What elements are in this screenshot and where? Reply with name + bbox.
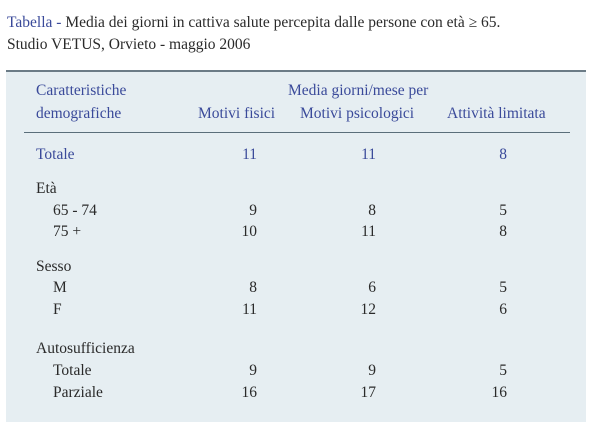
group-header: Media giorni/mese per <box>288 82 429 99</box>
cell-value: 9 <box>249 362 257 379</box>
column-header-motivi-psicologici: Motivi psicologici <box>300 105 415 122</box>
cell-value: 16 <box>241 384 257 401</box>
total-value-motivi-fisici: 11 <box>242 146 257 163</box>
cell-value: 8 <box>249 279 257 296</box>
cell-value: 5 <box>499 202 507 219</box>
group-label-eta: Età <box>36 180 57 197</box>
cell-value: 11 <box>242 301 257 318</box>
cell-value: 9 <box>368 362 376 379</box>
column-header-attivita-limitata: Attività limitata <box>447 105 546 122</box>
caption-lead: Tabella - <box>7 14 66 31</box>
row-label: 65 - 74 <box>53 202 97 219</box>
column-header-motivi-fisici: Motivi fisici <box>198 105 276 122</box>
header-divider <box>24 132 570 133</box>
total-row-label: Totale <box>36 146 75 163</box>
total-value-motivi-psicologici: 11 <box>361 146 376 163</box>
group-label-sesso: Sesso <box>36 258 72 275</box>
row-label: Totale <box>53 362 92 379</box>
cell-value: 10 <box>241 223 257 240</box>
cell-value: 5 <box>499 279 507 296</box>
cell-value: 16 <box>491 384 507 401</box>
cell-value: 6 <box>368 279 376 296</box>
caption-line2: Studio VETUS, Orvieto - maggio 2006 <box>7 36 251 53</box>
cell-value: 11 <box>361 223 376 240</box>
row-label: F <box>53 301 62 318</box>
cell-value: 9 <box>249 202 257 219</box>
row-label: M <box>53 279 67 296</box>
data-table <box>6 70 586 422</box>
cell-value: 6 <box>499 301 507 318</box>
total-value-attivita-limitata: 8 <box>499 146 507 163</box>
cell-value: 8 <box>499 223 507 240</box>
cell-value: 17 <box>360 384 376 401</box>
row-label: 75 + <box>53 223 82 240</box>
caption-text: Media dei giorni in cattiva salute percepita dalle persone con età ≥ 65. <box>65 14 501 31</box>
row-header-line2: demografiche <box>36 105 122 122</box>
cell-value: 12 <box>360 301 376 318</box>
row-header-line1: Caratteristiche <box>36 82 127 99</box>
table-caption <box>7 12 587 56</box>
cell-value: 8 <box>368 202 376 219</box>
row-label: Parziale <box>53 384 103 401</box>
group-label-autosufficienza: Autosufficienza <box>36 340 135 357</box>
cell-value: 5 <box>499 362 507 379</box>
